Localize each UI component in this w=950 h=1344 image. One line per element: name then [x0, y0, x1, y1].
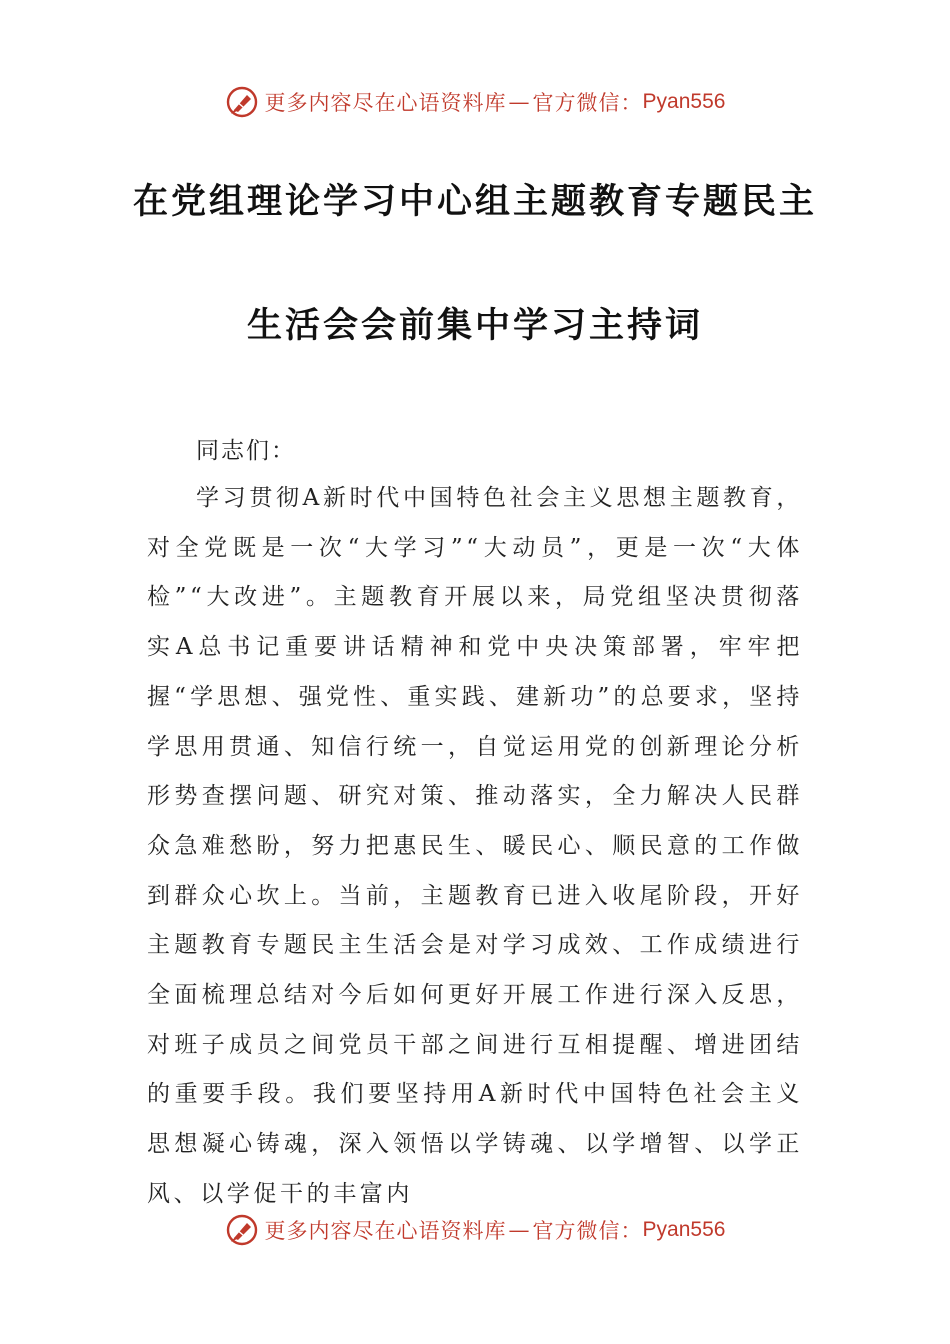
- salutation: 同志们：: [196, 438, 296, 464]
- pen-nib-logo-icon: [225, 1213, 259, 1247]
- document-title-line-2: 生活会会前集中学习主持词: [246, 305, 703, 346]
- document-title-line-1: 在党组理论学习中心组主题教育专题民主: [132, 181, 817, 222]
- banner-separator: —: [508, 90, 531, 114]
- banner-wechat-label: 官方微信：: [532, 1219, 643, 1243]
- banner-wechat-id: Pyan556: [642, 90, 726, 113]
- body-paragraph: 学习贯彻A新时代中国特色社会主义思想主题教育，对全党既是一次“大学习”“大动员”，更是一次“大体检”“大改进”。主题教育开展以来，局党组坚决贯彻落实A总书记重要讲话精神和党中央决策部署，牢牢把握“学思想、强党性、重实践、建新功”的总要求，坚持学思用贯通、知信行统一，自觉运用党的创新理论分析形势查摆问题、研究对策、推动落实，全力解决人民群众急难愁盼，努力把惠民生、暖民心、顺民意的工作做到群众心坎上。当前，主题教育已进入收尾阶段，开好主题教育专题民主生活会是对学习成效、工作成绩进行全面梳理总结对今后如何更好开展工作进行深入反思，对班子成员之间党员干部之间进行互相提醒、增进团结的重要手段。我们要坚持用A新时代中国特色社会主义思想凝心铸魂，深入领悟以学铸魂、以学增智、以学正风、以学促干的丰富内: [147, 485, 803, 1207]
- banner-site-text: 更多内容尽在心语资料库: [264, 91, 507, 115]
- banner-wechat-label: 官方微信：: [532, 91, 643, 115]
- pen-nib-logo-icon: [225, 85, 259, 119]
- banner-separator: —: [508, 1218, 531, 1242]
- footer-watermark-banner: [0, 1210, 950, 1250]
- banner-site-text: 更多内容尽在心语资料库: [264, 1219, 507, 1243]
- banner-wechat-id: Pyan556: [642, 1218, 726, 1241]
- header-watermark-banner: [0, 82, 950, 122]
